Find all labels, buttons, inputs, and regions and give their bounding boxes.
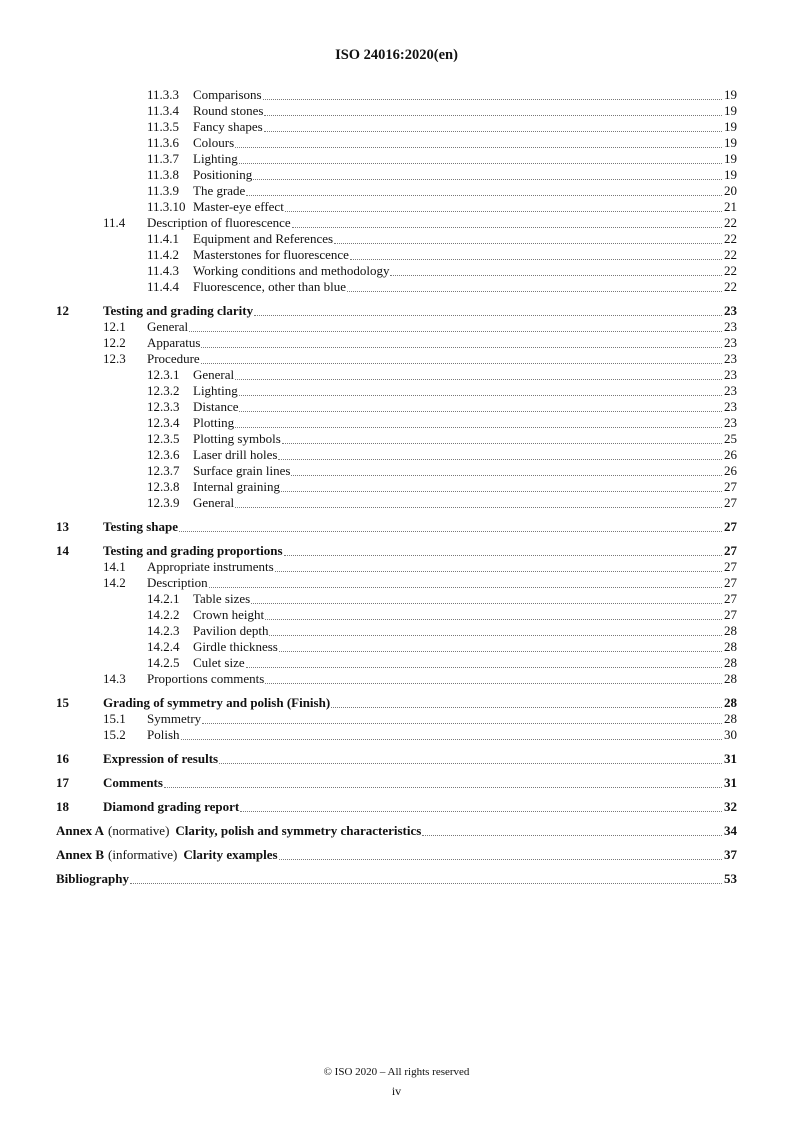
toc-entry[interactable] bbox=[56, 279, 737, 295]
toc-entry-number: 14.2.5 bbox=[147, 655, 180, 670]
dot-leader bbox=[278, 443, 722, 460]
toc-entry-number: 14.2.2 bbox=[147, 607, 180, 622]
toc-entry-number: 12.3.7 bbox=[147, 463, 180, 478]
toc-entry[interactable] bbox=[56, 799, 737, 815]
toc-entry-number: 11.3.7 bbox=[147, 151, 180, 166]
toc-entry-title: Pavilion depth bbox=[193, 623, 269, 638]
dot-leader bbox=[201, 347, 722, 364]
dot-leader bbox=[235, 131, 722, 148]
copyright-footer: © ISO 2020 – All rights reserved bbox=[323, 1066, 470, 1078]
toc-entry-title: General bbox=[193, 367, 235, 382]
toc-entry-page: 27 bbox=[724, 559, 737, 574]
toc-entry-title: Fancy shapes bbox=[193, 119, 263, 134]
toc-entry-page: 22 bbox=[724, 215, 737, 230]
annex-qualifier: (normative) bbox=[108, 823, 170, 838]
toc-entry-title: Clarity, polish and symmetry characteristics bbox=[175, 823, 422, 838]
toc-entry-title: Testing and grading clarity bbox=[103, 303, 254, 318]
dot-leader bbox=[390, 259, 722, 276]
toc-entry-title: Appropriate instruments bbox=[147, 559, 274, 574]
dot-leader bbox=[189, 315, 722, 332]
toc-entry-number: 12.3.6 bbox=[147, 447, 180, 462]
toc-entry-page: 23 bbox=[724, 383, 737, 398]
toc-entry-number: 14 bbox=[56, 543, 69, 558]
dot-leader bbox=[239, 147, 722, 164]
toc-entry-title: Plotting symbols bbox=[193, 431, 281, 446]
dot-leader bbox=[179, 515, 722, 532]
toc-entry-number: 14.3 bbox=[103, 671, 126, 686]
toc-entry-page: 26 bbox=[724, 463, 737, 478]
toc-entry-title: Procedure bbox=[147, 351, 200, 366]
toc-entry-number: 11.3.10 bbox=[147, 199, 186, 214]
toc-entry-page: 23 bbox=[724, 335, 737, 350]
toc-entry-title: Master-eye effect bbox=[193, 199, 284, 214]
dot-leader bbox=[235, 363, 722, 380]
toc-entry-title: Laser drill holes bbox=[193, 447, 278, 462]
toc-entry-number: 12.3.8 bbox=[147, 479, 180, 494]
toc-entry[interactable] bbox=[56, 847, 737, 863]
document-header: ISO 24016:2020(en) bbox=[335, 47, 458, 63]
dot-leader bbox=[239, 395, 722, 412]
toc-entry-page: 27 bbox=[724, 495, 737, 510]
toc-entry-page: 19 bbox=[724, 135, 737, 150]
toc-entry-page: 31 bbox=[724, 775, 737, 790]
toc-entry-page: 22 bbox=[724, 247, 737, 262]
dot-leader bbox=[209, 571, 722, 588]
toc-entry-title: Comparisons bbox=[193, 87, 262, 102]
dot-leader bbox=[285, 195, 722, 212]
toc-entry-page: 19 bbox=[724, 119, 737, 134]
toc-entry-page: 27 bbox=[724, 543, 737, 558]
toc-entry-page: 28 bbox=[724, 711, 737, 726]
toc-entry-title: Colours bbox=[193, 135, 235, 150]
annex-qualifier: (informative) bbox=[108, 847, 178, 862]
toc-entry-number: 12.3.5 bbox=[147, 431, 180, 446]
dot-leader bbox=[284, 539, 722, 556]
toc-entry-page: 22 bbox=[724, 263, 737, 278]
toc-entry-page: 28 bbox=[724, 655, 737, 670]
toc-entry-number: 14.2.4 bbox=[147, 639, 180, 654]
dot-leader bbox=[281, 475, 722, 492]
toc-entry-page: 31 bbox=[724, 751, 737, 766]
toc-entry-page: 22 bbox=[724, 231, 737, 246]
toc-entry-title: Plotting bbox=[193, 415, 235, 430]
toc-entry-title: Grading of symmetry and polish (Finish) bbox=[103, 695, 331, 710]
toc-entry-number: 14.1 bbox=[103, 559, 126, 574]
toc-entry-page: 27 bbox=[724, 591, 737, 606]
toc-entry-number: 16 bbox=[56, 751, 69, 766]
toc-entry-number: 13 bbox=[56, 519, 69, 534]
toc-entry-number: 15 bbox=[56, 695, 69, 710]
toc-entry[interactable] bbox=[56, 823, 737, 839]
toc-entry-page: 26 bbox=[724, 447, 737, 462]
toc-entry-number: 11.3.9 bbox=[147, 183, 180, 198]
toc-entry-title: Diamond grading report bbox=[103, 799, 240, 814]
toc-entry-number: 15.1 bbox=[103, 711, 126, 726]
toc-entry-title: Description bbox=[147, 575, 208, 590]
toc-entry-title: Working conditions and methodology bbox=[193, 263, 390, 278]
toc-entry-title: General bbox=[193, 495, 235, 510]
toc-entry-page: 27 bbox=[724, 607, 737, 622]
toc-entry-page: 34 bbox=[724, 823, 737, 838]
toc-entry-title: Distance bbox=[193, 399, 239, 414]
toc-entry-title: Comments bbox=[103, 775, 163, 790]
toc-entry-number: 11.3.4 bbox=[147, 103, 180, 118]
dot-leader bbox=[251, 587, 722, 604]
dot-leader bbox=[291, 459, 722, 476]
toc-entry-number: 12.3.9 bbox=[147, 495, 180, 510]
toc-entry-number: 14.2.3 bbox=[147, 623, 180, 638]
toc-entry-title: Description of fluorescence bbox=[147, 215, 291, 230]
toc-entry-title: Lighting bbox=[193, 383, 238, 398]
toc-entry-page: 30 bbox=[724, 727, 737, 742]
toc-entry-number: 14.2.1 bbox=[147, 591, 180, 606]
dot-leader bbox=[264, 99, 722, 116]
toc-entry[interactable] bbox=[56, 727, 737, 743]
toc-entry[interactable] bbox=[56, 775, 737, 791]
toc-entry-page: 23 bbox=[724, 367, 737, 382]
dot-leader bbox=[201, 331, 722, 348]
toc-entry-number: 15.2 bbox=[103, 727, 126, 742]
toc-entry-page: 20 bbox=[724, 183, 737, 198]
dot-leader bbox=[240, 795, 722, 812]
dot-leader bbox=[235, 491, 722, 508]
toc-entry-number: 11.3.3 bbox=[147, 87, 180, 102]
toc-entry-title: Equipment and References bbox=[193, 231, 334, 246]
toc-entry-page: 28 bbox=[724, 639, 737, 654]
dot-leader bbox=[422, 819, 722, 836]
toc-entry-number: 12.3.1 bbox=[147, 367, 180, 382]
toc-entry-title: Table sizes bbox=[193, 591, 251, 606]
dot-leader bbox=[202, 707, 722, 724]
dot-leader bbox=[246, 651, 722, 668]
toc-entry-number: 11.3.8 bbox=[147, 167, 180, 182]
dot-leader bbox=[239, 379, 722, 396]
dot-leader bbox=[292, 211, 722, 228]
toc-entry-title: Bibliography bbox=[56, 871, 129, 886]
toc-entry-number: 18 bbox=[56, 799, 69, 814]
toc-entry-number: 12.3.2 bbox=[147, 383, 180, 398]
toc-entry-page: 19 bbox=[724, 87, 737, 102]
dot-leader bbox=[282, 427, 722, 444]
toc-entry-title: Crown height bbox=[193, 607, 265, 622]
toc-entry-number: 12 bbox=[56, 303, 69, 318]
dot-leader bbox=[350, 243, 722, 260]
toc-entry-title: Apparatus bbox=[147, 335, 201, 350]
dot-leader bbox=[279, 635, 722, 652]
toc-entry-number: 14.2 bbox=[103, 575, 126, 590]
toc-entry-page: 23 bbox=[724, 415, 737, 430]
toc-entry-title: Testing shape bbox=[103, 519, 179, 534]
toc-entry-page: 22 bbox=[724, 279, 737, 294]
toc-entry-title: Polish bbox=[147, 727, 180, 742]
toc-entry-number: 11.4.3 bbox=[147, 263, 180, 278]
toc-entry-number: 12.3 bbox=[103, 351, 126, 366]
toc-entry-title: Masterstones for fluorescence bbox=[193, 247, 349, 262]
toc-entry-page: 28 bbox=[724, 623, 737, 638]
dot-leader bbox=[253, 163, 722, 180]
toc-entry-page: 28 bbox=[724, 671, 737, 686]
dot-leader bbox=[246, 179, 722, 196]
toc-entry-title: Proportions comments bbox=[147, 671, 265, 686]
dot-leader bbox=[219, 747, 722, 764]
toc-entry-title: Surface grain lines bbox=[193, 463, 291, 478]
dot-leader bbox=[254, 299, 722, 316]
toc-entry-title: Testing and grading proportions bbox=[103, 543, 283, 558]
toc-entry-page: 27 bbox=[724, 479, 737, 494]
toc-entry-page: 27 bbox=[724, 575, 737, 590]
toc-entry-page: 32 bbox=[724, 799, 737, 814]
toc-entry-number: 12.2 bbox=[103, 335, 126, 350]
toc-entry-number: 12.1 bbox=[103, 319, 126, 334]
dot-leader bbox=[130, 867, 722, 884]
toc-entry-title: Positioning bbox=[193, 167, 253, 182]
toc-entry-number: 11.4.2 bbox=[147, 247, 180, 262]
dot-leader bbox=[275, 555, 722, 572]
annex-label: Annex A bbox=[56, 823, 105, 838]
toc-entry-number: 11.4.4 bbox=[147, 279, 180, 294]
dot-leader bbox=[265, 603, 722, 620]
page-number: iv bbox=[391, 1084, 402, 1098]
dot-leader bbox=[263, 83, 722, 100]
toc-entry[interactable] bbox=[56, 519, 737, 535]
dot-leader bbox=[347, 275, 722, 292]
dot-leader bbox=[269, 619, 722, 636]
toc-entry-number: 17 bbox=[56, 775, 69, 790]
dot-leader bbox=[279, 843, 722, 860]
toc-entry-number: 11.4 bbox=[103, 215, 126, 230]
toc-entry-page: 37 bbox=[724, 847, 737, 862]
annex-label: Annex B bbox=[56, 847, 105, 862]
toc-entry-title: Girdle thickness bbox=[193, 639, 278, 654]
toc-entry-page: 23 bbox=[724, 319, 737, 334]
dot-leader bbox=[334, 227, 722, 244]
toc-entry[interactable] bbox=[56, 495, 737, 511]
toc-entry[interactable] bbox=[56, 671, 737, 687]
dot-leader bbox=[235, 411, 722, 428]
toc-entry[interactable] bbox=[56, 751, 737, 767]
toc-entry-page: 25 bbox=[724, 431, 737, 446]
toc-entry-title: The grade bbox=[193, 183, 246, 198]
toc-entry[interactable] bbox=[56, 871, 737, 887]
toc-entry-title: Round stones bbox=[193, 103, 264, 118]
toc-entry-title: Symmetry bbox=[147, 711, 202, 726]
toc-entry-title: Fluorescence, other than blue bbox=[193, 279, 347, 294]
toc-entry-number: 11.4.1 bbox=[147, 231, 180, 246]
toc-entry-page: 19 bbox=[724, 167, 737, 182]
toc-entry-title: Expression of results bbox=[103, 751, 219, 766]
dot-leader bbox=[164, 771, 722, 788]
toc-entry-page: 28 bbox=[724, 695, 737, 710]
toc-entry-page: 23 bbox=[724, 399, 737, 414]
toc-entry-title: Clarity examples bbox=[183, 847, 278, 862]
toc-entry-page: 21 bbox=[724, 199, 737, 214]
toc-entry-number: 12.3.3 bbox=[147, 399, 180, 414]
toc-entry-page: 19 bbox=[724, 151, 737, 166]
toc-entry-title: General bbox=[147, 319, 189, 334]
toc-entry-page: 23 bbox=[724, 351, 737, 366]
toc-entry-page: 53 bbox=[724, 871, 737, 886]
dot-leader bbox=[264, 115, 722, 132]
toc-entry-page: 19 bbox=[724, 103, 737, 118]
toc-entry-title: Lighting bbox=[193, 151, 238, 166]
toc-entry-number: 11.3.6 bbox=[147, 135, 180, 150]
dot-leader bbox=[181, 723, 722, 740]
toc-entry-number: 12.3.4 bbox=[147, 415, 180, 430]
dot-leader bbox=[331, 691, 722, 708]
toc-entry-number: 11.3.5 bbox=[147, 119, 180, 134]
dot-leader bbox=[265, 667, 722, 684]
toc-entry-page: 23 bbox=[724, 303, 737, 318]
toc-entry-title: Culet size bbox=[193, 655, 245, 670]
toc-entry-title: Internal graining bbox=[193, 479, 280, 494]
toc-entry-page: 27 bbox=[724, 519, 737, 534]
